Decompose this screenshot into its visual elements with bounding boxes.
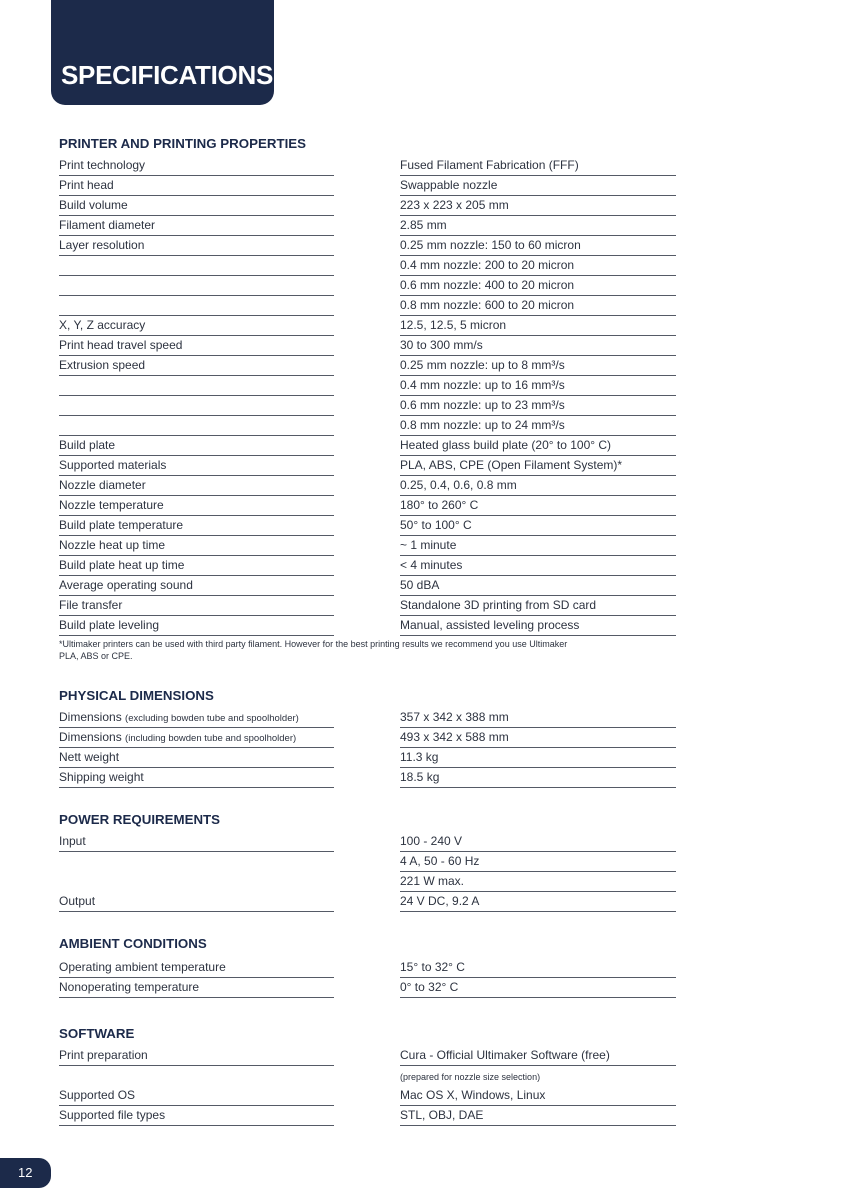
spec-row [59,892,679,912]
spec-label [59,176,334,196]
spec-row [59,476,679,496]
materials-footnote: *Ultimaker printers can be used with third party filament. However for the best printing results we recommend you use Ultimaker PLA, ABS or CPE. [59,639,568,661]
spec-row [59,376,679,396]
spec-row [59,496,679,516]
spec-row [59,872,679,892]
spec-row [59,276,679,296]
spec-label-text: Dimensions [59,710,122,724]
spec-label-text: Shipping weight [59,770,144,784]
spec-value: 0° to 32° C [400,978,676,998]
spec-value: Heated glass build plate (20° to 100° C) [400,436,676,456]
spec-row [59,1086,679,1106]
spec-label [59,596,334,616]
spec-label [59,476,334,496]
spec-label-text: Nozzle diameter [59,478,146,492]
spec-label [59,396,334,416]
spec-label-text: Build volume [59,198,128,212]
spec-label [59,236,334,256]
spec-row [59,256,679,276]
spec-value: 0.25 mm nozzle: 150 to 60 micron [400,236,676,256]
section-power [59,812,679,912]
spec-label-text: Layer resolution [59,238,145,252]
spec-value: Mac OS X, Windows, Linux [400,1086,676,1106]
spec-row [59,196,679,216]
spec-label-text: Dimensions [59,730,122,744]
spec-row [59,728,679,748]
spec-row [59,316,679,336]
spec-value: 100 - 240 V [400,832,676,852]
spec-row [59,536,679,556]
section-ambient [59,936,679,998]
spec-row [59,1046,679,1066]
spec-label-text: Nozzle temperature [59,498,164,512]
spec-label [59,1106,334,1126]
spec-label-text: Supported file types [59,1108,166,1122]
spec-label-text: Nozzle heat up time [59,538,166,552]
spec-label-text: Output [59,894,96,908]
spec-label [59,516,334,536]
spec-value: < 4 minutes [400,556,676,576]
spec-row [59,216,679,236]
spec-row [59,336,679,356]
spec-label [59,958,334,978]
spec-label [59,708,334,728]
spec-value: 0.4 mm nozzle: 200 to 20 micron [400,256,676,276]
ambient-rows [59,958,679,998]
spec-label-note: (including bowden tube and spoolholder) [125,733,297,744]
spec-label [59,1086,334,1106]
spec-value: 221 W max. [400,872,676,892]
spec-value: Swappable nozzle [400,176,676,196]
spec-label [59,728,334,748]
spec-label-text: Print head [59,178,114,192]
spec-row [59,832,679,852]
page-title: SPECIFICATIONS [61,60,274,90]
spec-value: 0.6 mm nozzle: up to 23 mm³/s [400,396,676,416]
spec-label [59,256,334,276]
spec-value: 0.6 mm nozzle: 400 to 20 micron [400,276,676,296]
spec-label-text: Build plate temperature [59,518,184,532]
software-rows [59,1046,679,1126]
spec-row [59,396,679,416]
spec-label [59,852,334,871]
spec-row [59,556,679,576]
spec-value: Manual, assisted leveling process [400,616,676,636]
spec-row [59,456,679,476]
section-heading-ambient: AMBIENT CONDITIONS [59,936,207,951]
spec-value: Standalone 3D printing from SD card [400,596,676,616]
spec-label-text: Filament diameter [59,218,156,232]
physical-rows [59,708,679,788]
spec-label [59,872,334,891]
spec-label [59,276,334,296]
spec-label [59,336,334,356]
spec-label [59,376,334,396]
spec-value: 2.85 mm [400,216,676,236]
spec-label-text: Print preparation [59,1048,148,1062]
spec-value: 11.3 kg [400,748,676,768]
spec-value: 15° to 32° C [400,958,676,978]
spec-label [59,832,334,852]
spec-label [59,416,334,436]
spec-value: 0.8 mm nozzle: up to 24 mm³/s [400,416,676,436]
spec-row [59,236,679,256]
spec-label [59,496,334,516]
spec-label-text: Nonoperating temperature [59,980,200,994]
spec-label-text: X, Y, Z accuracy [59,318,146,332]
spec-value: 18.5 kg [400,768,676,788]
spec-label-text: Input [59,834,86,848]
spec-row [59,176,679,196]
spec-value: 50 dBA [400,576,676,596]
spec-label-text: File transfer [59,598,123,612]
spec-label [59,1046,334,1066]
spec-label-text: Print head travel speed [59,338,183,352]
spec-value: 180° to 260° C [400,496,676,516]
spec-row [59,978,679,998]
section-software [59,1026,679,1126]
spec-label-text: Nett weight [59,750,120,764]
section-physical [59,688,679,788]
spec-label-text: Average operating sound [59,578,193,592]
spec-label [59,768,334,788]
spec-row [59,296,679,316]
spec-value: STL, OBJ, DAE [400,1106,676,1126]
page-number-tab [0,1158,51,1188]
spec-label [59,892,334,912]
section-heading-software: SOFTWARE [59,1026,135,1041]
printing-rows [59,156,679,636]
spec-value: 0.25, 0.4, 0.6, 0.8 mm [400,476,676,496]
spec-label-text: Extrusion speed [59,358,146,372]
section-heading-printing: PRINTER AND PRINTING PROPERTIES [59,136,306,151]
spec-label-text: Print technology [59,158,146,172]
spec-label [59,456,334,476]
spec-label [59,356,334,376]
spec-label [59,536,334,556]
spec-row [59,156,679,176]
spec-row [59,616,679,636]
spec-row [59,596,679,616]
spec-row [59,356,679,376]
spec-value: 12.5, 12.5, 5 micron [400,316,676,336]
spec-value: 223 x 223 x 205 mm [400,196,676,216]
spec-value: 24 V DC, 9.2 A [400,892,676,912]
spec-label [59,156,334,176]
section-printing [59,136,679,636]
spec-label-text: Build plate [59,438,116,452]
section-heading-physical: PHYSICAL DIMENSIONS [59,688,214,703]
spec-row [59,748,679,768]
spec-row [59,708,679,728]
title-tab [51,0,274,105]
spec-label [59,316,334,336]
spec-value: Cura - Official Ultimaker Software (free) [400,1046,676,1066]
spec-value: 30 to 300 mm/s [400,336,676,356]
spec-row [59,1106,679,1126]
spec-label [59,436,334,456]
spec-row [59,576,679,596]
spec-row [59,852,679,872]
spec-value: Fused Filament Fabrication (FFF) [400,156,676,176]
spec-label [59,616,334,636]
spec-label [59,296,334,316]
spec-label [59,576,334,596]
power-rows [59,832,679,912]
spec-label-text: Operating ambient temperature [59,960,226,974]
spec-label-text: Build plate leveling [59,618,160,632]
spec-value: PLA, ABS, CPE (Open Filament System)* [400,456,676,476]
spec-label [59,748,334,768]
spec-label-text: Supported OS [59,1088,136,1102]
spec-value: 0.25 mm nozzle: up to 8 mm³/s [400,356,676,376]
spec-value: 4 A, 50 - 60 Hz [400,852,676,872]
spec-row [59,416,679,436]
software-value-note: (prepared for nozzle size selection) [400,1072,541,1082]
spec-row [59,768,679,788]
spec-row [59,958,679,978]
section-heading-power: POWER REQUIREMENTS [59,812,221,827]
spec-value: ~ 1 minute [400,536,676,556]
spec-label-note: (excluding bowden tube and spoolholder) [125,713,299,724]
spec-value: 493 x 342 x 588 mm [400,728,676,748]
spec-label [59,556,334,576]
spec-row [59,436,679,456]
spec-label [59,196,334,216]
spec-label-text: Build plate heat up time [59,558,185,572]
spec-label-text: Supported materials [59,458,167,472]
spec-label [59,978,334,998]
spec-label [59,216,334,236]
spec-value: 0.4 mm nozzle: up to 16 mm³/s [400,376,676,396]
spec-value: 50° to 100° C [400,516,676,536]
page-number: 12 [18,1165,33,1180]
spec-value: 357 x 342 x 388 mm [400,708,676,728]
spec-row [59,516,679,536]
spec-value: 0.8 mm nozzle: 600 to 20 micron [400,296,676,316]
